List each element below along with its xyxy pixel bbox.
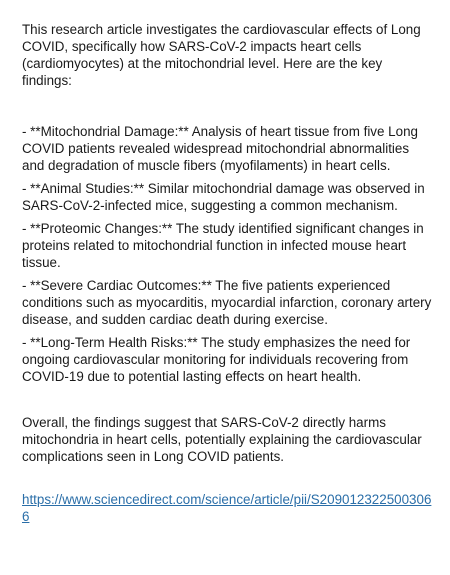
finding-long-term-health-risks: - **Long-Term Health Risks:** The study emphasizes the need for ongoing cardiovascular monitoring for individuals recovering from COVID-19 due to potential lasting effects on heart health. [22, 335, 411, 384]
finding-mitochondrial-damage: - **Mitochondrial Damage:** Analysis of heart tissue from five Long COVID patients revealed widespread mitochondrial abnormalities and degradation of muscle fibers (myofilaments) in heart cells. [22, 124, 418, 173]
intro-paragraph: This research article investigates the cardiovascular effects of Long COVID, specifically how SARS-CoV-2 impacts heart cells (cardiomyocytes) at the mitochondrial level. Here are the key findings: [22, 22, 421, 88]
document-body [22, 21, 432, 525]
conclusion-paragraph: Overall, the findings suggest that SARS-CoV-2 directly harms mitochondria in heart cells, potentially explaining the cardiovascular complications seen in Long COVID patients. [22, 415, 422, 464]
key-findings-list [22, 123, 432, 385]
finding-animal-studies: - **Animal Studies:** Similar mitochondrial damage was observed in SARS-CoV-2-infected mice, suggesting a common mechanism. [22, 181, 425, 213]
finding-proteomic-changes: - **Proteomic Changes:** The study identified significant changes in proteins related to mitochondrial function in infected mouse heart tissue. [22, 221, 424, 270]
source-article-link[interactable]: https://www.sciencedirect.com/science/article/pii/S2090123225003066 [22, 492, 432, 524]
finding-severe-cardiac-outcomes: - **Severe Cardiac Outcomes:** The five patients experienced conditions such as myocarditis, myocardial infarction, coronary artery disease, and sudden cardiac death during exercise. [22, 278, 432, 327]
